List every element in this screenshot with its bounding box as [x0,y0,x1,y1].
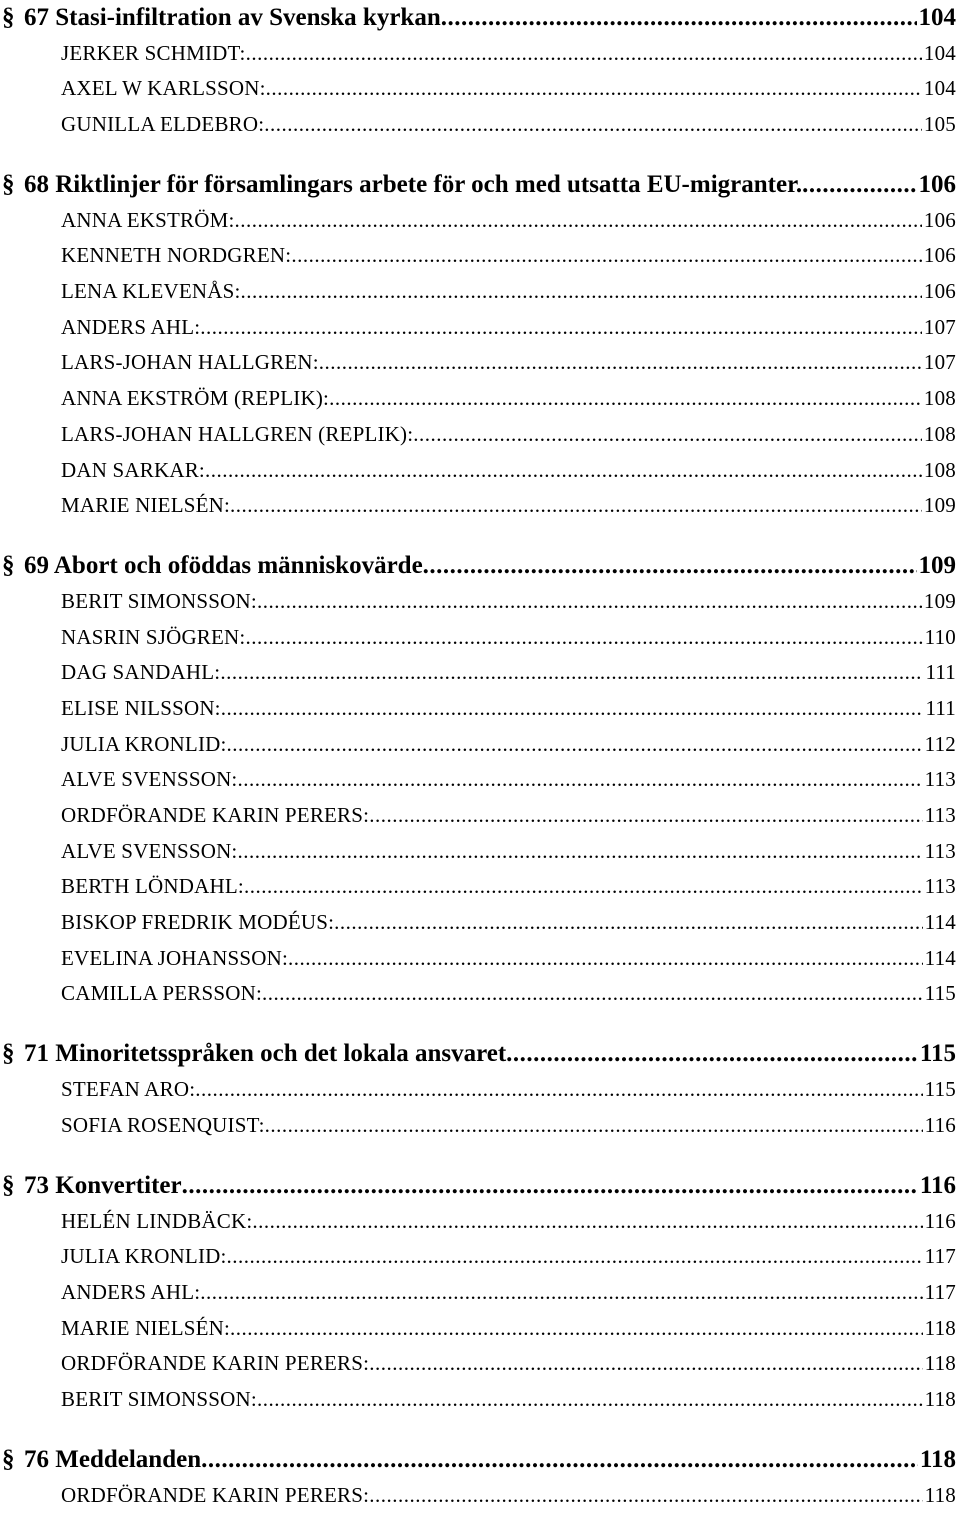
toc-speaker-entry[interactable] [0,1382,960,1418]
speaker-name: LARS-JOHAN HALLGREN: [61,345,319,381]
speaker-name: AXEL W KARLSSON: [61,71,266,107]
toc-speaker-entry[interactable] [0,941,960,977]
page-number: 108 [922,453,960,489]
toc-speaker-entry[interactable] [0,655,960,691]
dot-leader [506,1036,918,1072]
toc-speaker-entry[interactable] [0,238,960,274]
toc-speaker-entry[interactable] [0,71,960,107]
toc-section-entry[interactable] [0,0,960,36]
speaker-name: LENA KLEVENÅS: [61,274,241,310]
page-number: 115 [923,1072,960,1108]
page-number: 115 [923,976,960,1012]
speaker-name: ANDERS AHL: [61,310,200,346]
speaker-name: BERTH LÖNDAHL: [61,869,244,905]
speaker-name: KENNETH NORDGREN: [61,238,291,274]
speaker-name: BISKOP FREDRIK MODÉUS: [61,905,334,941]
toc-speaker-entry[interactable] [0,310,960,346]
section-title: 67 Stasi-infiltration av Svenska kyrkan [24,0,441,36]
page-number: 104 [922,71,960,107]
toc-speaker-entry[interactable] [0,274,960,310]
page-number: 114 [923,905,960,941]
toc-section-entry[interactable] [0,1442,960,1478]
dot-leader [291,238,922,274]
toc-speaker-entry[interactable] [0,417,960,453]
section-title: 68 Riktlinjer för församlingars arbete för och med utsatta EU-migranter. [24,167,802,203]
toc-speaker-entry[interactable] [0,905,960,941]
toc-section-entry[interactable] [0,1168,960,1204]
toc-speaker-entry[interactable] [0,834,960,870]
dot-leader [257,1382,923,1418]
section-mark: § [2,0,24,36]
dot-leader [230,1311,923,1347]
speaker-name: JULIA KRONLID: [61,1239,227,1275]
toc-section-entry[interactable] [0,1036,960,1072]
page-number: 105 [922,107,960,143]
dot-leader [319,345,922,381]
toc-speaker-entry[interactable] [0,584,960,620]
dot-leader [369,798,922,834]
speaker-name: ANDERS AHL: [61,1275,200,1311]
speaker-name: MARIE NIELSÉN: [61,1311,230,1347]
speaker-name: CAMILLA PERSSON: [61,976,262,1012]
toc-speaker-entry[interactable] [0,1311,960,1347]
speaker-name: ANNA EKSTRÖM (REPLIK): [61,381,329,417]
page-number: 108 [922,381,960,417]
speaker-name: STEFAN ARO: [61,1072,195,1108]
speaker-name: ORDFÖRANDE KARIN PERERS: [61,1346,369,1382]
speaker-name: JULIA KRONLID: [61,727,227,763]
toc-speaker-entry[interactable] [0,36,960,72]
toc-section-entry[interactable] [0,167,960,203]
speaker-name: GUNILLA ELDEBRO: [61,107,264,143]
page-number: 118 [923,1346,960,1382]
dot-leader [288,941,923,977]
page-number: 108 [922,417,960,453]
speaker-name: EVELINA JOHANSSON: [61,941,288,977]
page-number: 113 [923,762,960,798]
toc-speaker-entry[interactable] [0,869,960,905]
dot-leader [265,1108,923,1144]
toc-speaker-entry[interactable] [0,1239,960,1275]
section-title: 76 Meddelanden [24,1442,201,1478]
section-mark: § [2,1442,24,1478]
dot-leader [195,1072,922,1108]
page-number: 110 [923,620,960,656]
page-number: 118 [923,1382,960,1418]
page-number: 107 [922,310,960,346]
speaker-name: ELISE NILSSON: [61,691,221,727]
dot-leader [334,905,923,941]
page-number: 112 [923,727,960,763]
toc-section-entry[interactable] [0,548,960,584]
page-number: 111 [923,655,960,691]
page-number: 107 [922,345,960,381]
page-number: 113 [923,798,960,834]
page-number: 116 [923,1108,960,1144]
section-title: 71 Minoritetsspråken och det lokala ansvaret [24,1036,506,1072]
dot-leader [266,71,922,107]
toc-speaker-entry[interactable] [0,976,960,1012]
section-mark: § [2,167,24,203]
toc-speaker-entry[interactable] [0,488,960,524]
speaker-name: BERIT SIMONSSON: [61,1382,257,1418]
toc-speaker-entry[interactable] [0,620,960,656]
speaker-name: ALVE SVENSSON: [61,834,237,870]
dot-leader [221,691,924,727]
dot-leader [369,1346,922,1382]
page-number: 116 [923,1204,960,1240]
toc-speaker-entry[interactable] [0,1275,960,1311]
page-number: 111 [923,691,960,727]
toc-speaker-entry[interactable] [0,1204,960,1240]
toc-speaker-entry[interactable] [0,345,960,381]
page-number: 115 [918,1036,960,1072]
page-number: 117 [923,1275,960,1311]
dot-leader [237,834,922,870]
page-number: 113 [923,834,960,870]
dot-leader [413,417,922,453]
dot-leader [200,310,922,346]
dot-leader [237,762,922,798]
dot-leader [252,1204,922,1240]
speaker-name: BERIT SIMONSSON: [61,584,257,620]
dot-leader [264,107,922,143]
page-number: 106 [922,274,960,310]
dot-leader [244,869,923,905]
toc-speaker-entry[interactable] [0,727,960,763]
page-number: 109 [917,548,960,584]
speaker-name: ORDFÖRANDE KARIN PERERS: [61,1478,369,1513]
toc-speaker-entry[interactable] [0,203,960,239]
dot-leader [441,0,917,36]
speaker-name: LARS-JOHAN HALLGREN (REPLIK): [61,417,413,453]
section-mark: § [2,548,24,584]
toc-speaker-entry[interactable] [0,1108,960,1144]
section-mark: § [2,1168,24,1204]
page-number: 109 [922,488,960,524]
speaker-name: ANNA EKSTRÖM: [61,203,235,239]
toc-speaker-entry[interactable] [0,107,960,143]
page-number: 114 [923,941,960,977]
dot-leader [369,1478,922,1513]
dot-leader [227,1239,923,1275]
speaker-name: JERKER SCHMIDT: [61,36,246,72]
toc-speaker-entry[interactable] [0,453,960,489]
toc-speaker-entry[interactable] [0,798,960,834]
page-number: 118 [923,1478,960,1513]
page-number: 106 [922,203,960,239]
toc-speaker-entry[interactable] [0,1346,960,1382]
dot-leader [262,976,923,1012]
section-title: 69 Abort och oföddas människovärde [24,548,423,584]
toc-speaker-entry[interactable] [0,1478,960,1513]
page-number: 104 [922,36,960,72]
toc-speaker-entry[interactable] [0,762,960,798]
speaker-name: MARIE NIELSÉN: [61,488,230,524]
page-number: 116 [918,1168,960,1204]
page-number: 104 [917,0,960,36]
dot-leader [220,655,923,691]
dot-leader [230,488,922,524]
dot-leader [246,36,922,72]
section-title: 73 Konvertiter [24,1168,182,1204]
speaker-name: NASRIN SJÖGREN: [61,620,245,656]
page-number: 118 [923,1311,960,1347]
dot-leader [227,727,923,763]
dot-leader [245,620,922,656]
dot-leader [329,381,922,417]
dot-leader [423,548,917,584]
speaker-name: SOFIA ROSENQUIST: [61,1108,265,1144]
speaker-name: HELÉN LINDBÄCK: [61,1204,252,1240]
page-number: 109 [922,584,960,620]
speaker-name: DAN SARKAR: [61,453,205,489]
dot-leader [235,203,922,239]
page-number: 113 [923,869,960,905]
page-number: 117 [923,1239,960,1275]
dot-leader [201,1442,918,1478]
dot-leader [802,167,916,203]
dot-leader [241,274,922,310]
page-number: 118 [918,1442,960,1478]
dot-leader [205,453,922,489]
toc-speaker-entry[interactable] [0,691,960,727]
toc-speaker-entry[interactable] [0,1072,960,1108]
speaker-name: ALVE SVENSSON: [61,762,237,798]
page-number: 106 [922,238,960,274]
section-mark: § [2,1036,24,1072]
toc-speaker-entry[interactable] [0,381,960,417]
dot-leader [257,584,922,620]
page-number: 106 [917,167,960,203]
speaker-name: ORDFÖRANDE KARIN PERERS: [61,798,369,834]
speaker-name: DAG SANDAHL: [61,655,220,691]
dot-leader [182,1168,918,1204]
dot-leader [200,1275,922,1311]
